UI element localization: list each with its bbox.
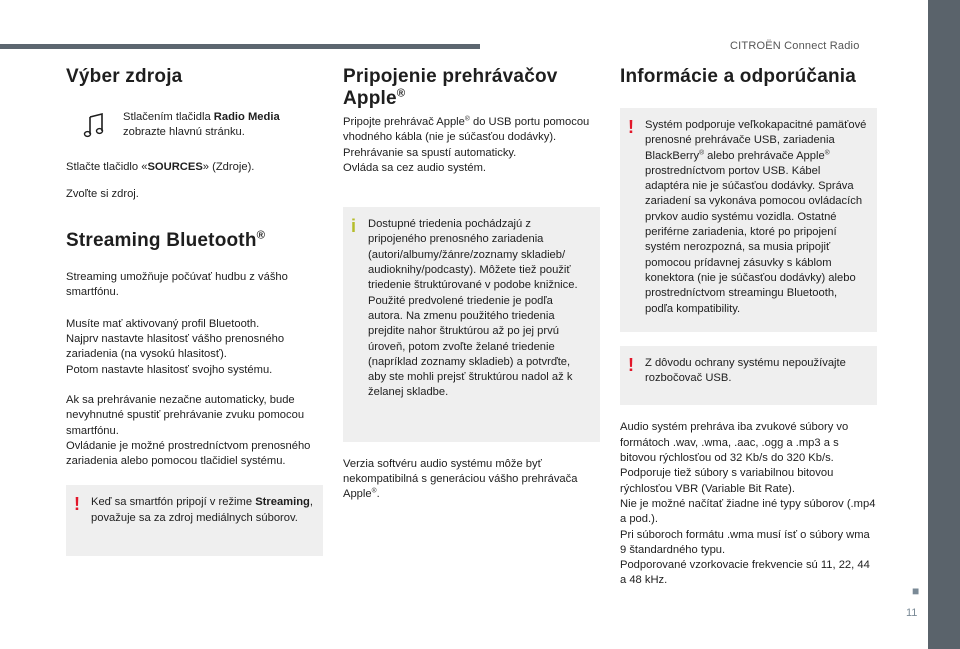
- paragraph-bt-intro: Streaming umožňuje počúvať hudbu z vášho smartfónu.: [66, 271, 288, 299]
- warning-icon: !: [74, 494, 80, 515]
- page-number: 11: [906, 607, 918, 619]
- text: alebo prehrávače Apple: [704, 149, 825, 162]
- column-right: [620, 66, 877, 589]
- text: .: [376, 488, 380, 501]
- column-middle: [343, 66, 600, 503]
- info-icon: i: [351, 216, 357, 237]
- warning-box-streaming: [66, 485, 323, 556]
- paragraph-software-version: [343, 457, 600, 503]
- streaming-label: Streaming: [255, 496, 310, 509]
- paragraph-vbr: Podporuje tiež súbory s variabilnou bitovou rýchlosťou VBR (Variable Bit Rate).: [620, 467, 834, 495]
- paragraph-bt-system-volume: Potom nastavte hlasitosť svojho systému.: [66, 363, 273, 376]
- header-title: CITROËN Connect Radio: [730, 40, 860, 52]
- text: do USB portu pomocou vhodného kábla (nie je súčasťou dodávky).: [343, 116, 590, 144]
- text: Keď sa smartfón pripojí v režime: [91, 496, 256, 509]
- info-text: Dostupné triedenia pochádzajú z pripojeného prenosného zariadenia (autori/albumy/žánre/zoznamy skladieb/ audioknihy/podcasty). Môžete tiež použiť triedenie štruktúrované v podobe knižnice. Použité predvolené triedenie je podľa autora. Na zmenu použitého triedenia prejdite nahor štruktúrou až po jej prvú úroveň, potom zvoľte želané triedenie (napríklad zoznamy skladieb) a potvrďte, aby ste mohli prejsť štruktúrou nadol až k želanej skladbe.: [368, 218, 578, 399]
- warning-box-usb-devices: [620, 108, 877, 332]
- warning-text: Z dôvodu ochrany systému nepoužívajte rozbočovač USB.: [645, 356, 846, 385]
- paragraph-sampling: Podporované vzorkovacie frekvencie sú 11, 22, 44 a 48 kHz.: [620, 559, 870, 587]
- registered-mark: ®: [396, 87, 406, 100]
- text: zobrazte hlavnú stránku.: [123, 126, 245, 139]
- heading-apple-players: [343, 66, 600, 110]
- warning-box-usb-hub: [620, 346, 877, 406]
- paragraph-bt-profile: Musíte mať aktivovaný profil Bluetooth.: [66, 317, 260, 330]
- radio-media-label: Radio Media: [213, 111, 280, 123]
- radio-media-instruction: [66, 110, 323, 141]
- paragraph-connect-apple: [343, 115, 600, 146]
- text: Systém podporuje veľkokapacitné pamäťové prenosné prehrávače USB, zariadenia BlackBerry: [645, 119, 867, 162]
- header-rule: [0, 44, 480, 49]
- paragraph-wma: Pri súboroch formátu .wma musí ísť o súbory wma 9 štandardného typu.: [620, 528, 870, 556]
- paragraph-other-types: Nie je možné načítať žiadne iné typy súborov (.mp4 a pod.).: [620, 497, 876, 526]
- text: Verzia softvéru audio systému môže byť nekompatibilná s generáciou vášho prehrávača Apple: [343, 457, 578, 501]
- registered-mark: ®: [824, 148, 830, 156]
- text: prostredníctvom portov USB. Kábel adaptéra nie je súčasťou dodávky. Správa zariadení sa vykonáva pomocou ovládacích prvkov audio systému vozidla. Ostatné periférne zariadenia, ktoré po pripojení systém nerozpozná, sa musia pripojiť pomocou prídavnej zásuvky s káblom konektora (nie je súčasťou dodávky) alebo prostredníctvom streamingu Bluetooth, podľa kompatibility.: [645, 164, 863, 315]
- continued-marker: ■: [912, 584, 920, 598]
- paragraph-sources: [66, 160, 323, 175]
- heading-bluetooth-streaming: [66, 230, 323, 252]
- right-edge-bar: [928, 0, 960, 649]
- heading-source-selection: Výber zdroja: [66, 66, 183, 87]
- warning-icon: !: [628, 117, 634, 137]
- text: » (Zdroje).: [202, 160, 255, 173]
- sources-label: SOURCES: [147, 160, 203, 173]
- text: Pripojte prehrávač Apple: [343, 116, 465, 128]
- paragraph-audio-formats: Audio systém prehráva iba zvukové súbory vo formátoch .wav, .wma, .aac, .ogg a .mp3 a s bitovou rýchlosťou od 32 Kb/s do 320 Kb/s.: [620, 421, 849, 465]
- registered-mark: ®: [256, 229, 266, 242]
- registered-mark: ®: [371, 487, 377, 495]
- text: Stlačením tlačidla: [123, 111, 214, 123]
- info-box-sorting: [343, 207, 600, 442]
- column-left: [66, 66, 323, 556]
- heading-text: Pripojenie prehrávačov Apple: [343, 66, 558, 109]
- heading-info-recommendations: Informácie a odporúčania: [620, 66, 857, 87]
- paragraph-bt-controls: Ovládanie je možné prostredníctvom prenosného zariadenia alebo pomocou tlačidiel systému.: [66, 439, 311, 468]
- paragraph-control: Ovláda sa cez audio systém.: [343, 161, 487, 174]
- warning-icon: !: [628, 354, 634, 375]
- music-note-icon: [83, 112, 105, 138]
- registered-mark: ®: [464, 115, 470, 123]
- paragraph-autostart: Prehrávanie sa spustí automaticky.: [343, 146, 517, 159]
- text: , považuje sa za zdroj mediálnych súborov.: [91, 496, 314, 524]
- paragraph-bt-volume: Najprv nastavte hlasitosť vášho prenosného zariadenia (na vysokú hlasitosť).: [66, 333, 285, 361]
- registered-mark: ®: [699, 148, 705, 156]
- paragraph-choose-source: Zvoľte si zdroj.: [66, 187, 139, 200]
- paragraph-bt-autoplay: Ak sa prehrávanie nezačne automaticky, bude nevyhnutné spustiť prehrávanie zvuku pomocou smartfónu.: [66, 393, 305, 437]
- text: Stlačte tlačidlo «: [66, 160, 148, 173]
- heading-text: Streaming Bluetooth: [66, 230, 257, 252]
